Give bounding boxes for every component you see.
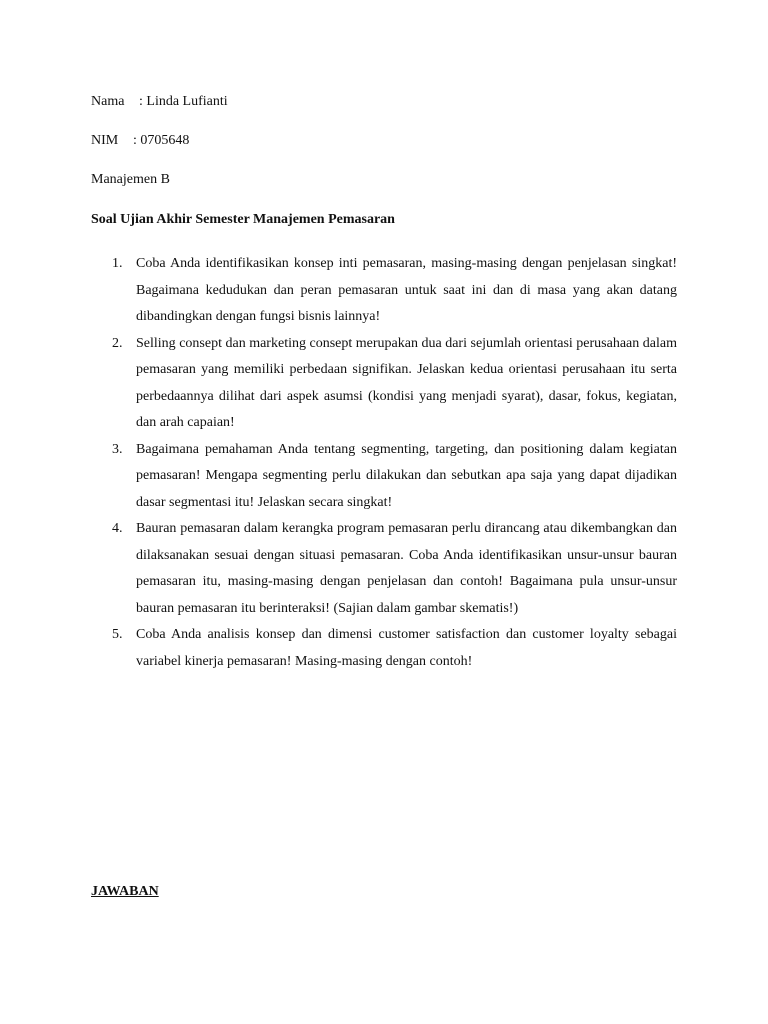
question-list <box>0 251 768 675</box>
answer-heading: JAWABAN <box>91 884 159 899</box>
exam-title: Soal Ujian Akhir Semester Manajemen Pemasaran <box>91 212 395 227</box>
student-id-line <box>91 132 189 150</box>
question-text: Bauran pemasaran dalam kerangka program pemasaran perlu dirancang atau dikembangkan dan dilaksanakan sesuai dengan situasi pemasaran. Coba Anda identifikasikan unsur-unsur bauran pemasaran itu, masing-masing dengan penjelasan dan contoh! Bagaimana pula unsur-unsur bauran pemasaran itu berinteraksi! (Sajian dalam gambar skematis!) <box>136 521 677 616</box>
name-value: : Linda Lufianti <box>139 94 228 109</box>
question-text: Bagaimana pemahaman Anda tentang segmenting, targeting, dan positioning dalam kegiatan pemasaran! Mengapa segmenting perlu dilakukan dan sebutkan apa saja yang dapat dijadikan dasar segmentasi itu! Jelaskan secara singkat! <box>136 441 677 510</box>
question-number: 4. <box>112 521 123 536</box>
question-number: 3. <box>112 441 123 457</box>
question-number: 1. <box>112 256 123 271</box>
question-item <box>0 437 768 517</box>
question-item <box>0 331 768 437</box>
nim-label: NIM <box>91 133 119 148</box>
question-item <box>0 622 768 675</box>
class-program: Manajemen B <box>91 172 170 187</box>
question-item <box>0 516 768 622</box>
question-number: 5. <box>112 627 123 642</box>
nim-value: : 0705648 <box>133 133 190 148</box>
question-text: Selling consept dan marketing consept merupakan dua dari sejumlah orientasi perusahaan dalam pemasaran yang memiliki perbedaan signifikan. Jelaskan kedua orientasi perusahaan itu serta perbedaannya dilihat dari aspek asumsi (kondisi yang menjadi syarat), dasar, fokus, kegiatan, dan arah capaian! <box>136 335 677 430</box>
question-text: Coba Anda identifikasikan konsep inti pemasaran, masing-masing dengan penjelasan singkat! Bagaimana kedudukan dan peran pemasaran untuk saat ini dan di masa yang akan datang dibandingkan dengan fungsi bisnis lainnya! <box>136 256 677 324</box>
question-number: 2. <box>112 335 123 351</box>
question-item <box>0 251 768 331</box>
name-label: Nama <box>91 94 125 109</box>
question-text: Coba Anda analisis konsep dan dimensi customer satisfaction dan customer loyalty sebagai variabel kinerja pemasaran! Masing-masing dengan contoh! <box>136 627 677 669</box>
student-name-line <box>91 93 228 111</box>
